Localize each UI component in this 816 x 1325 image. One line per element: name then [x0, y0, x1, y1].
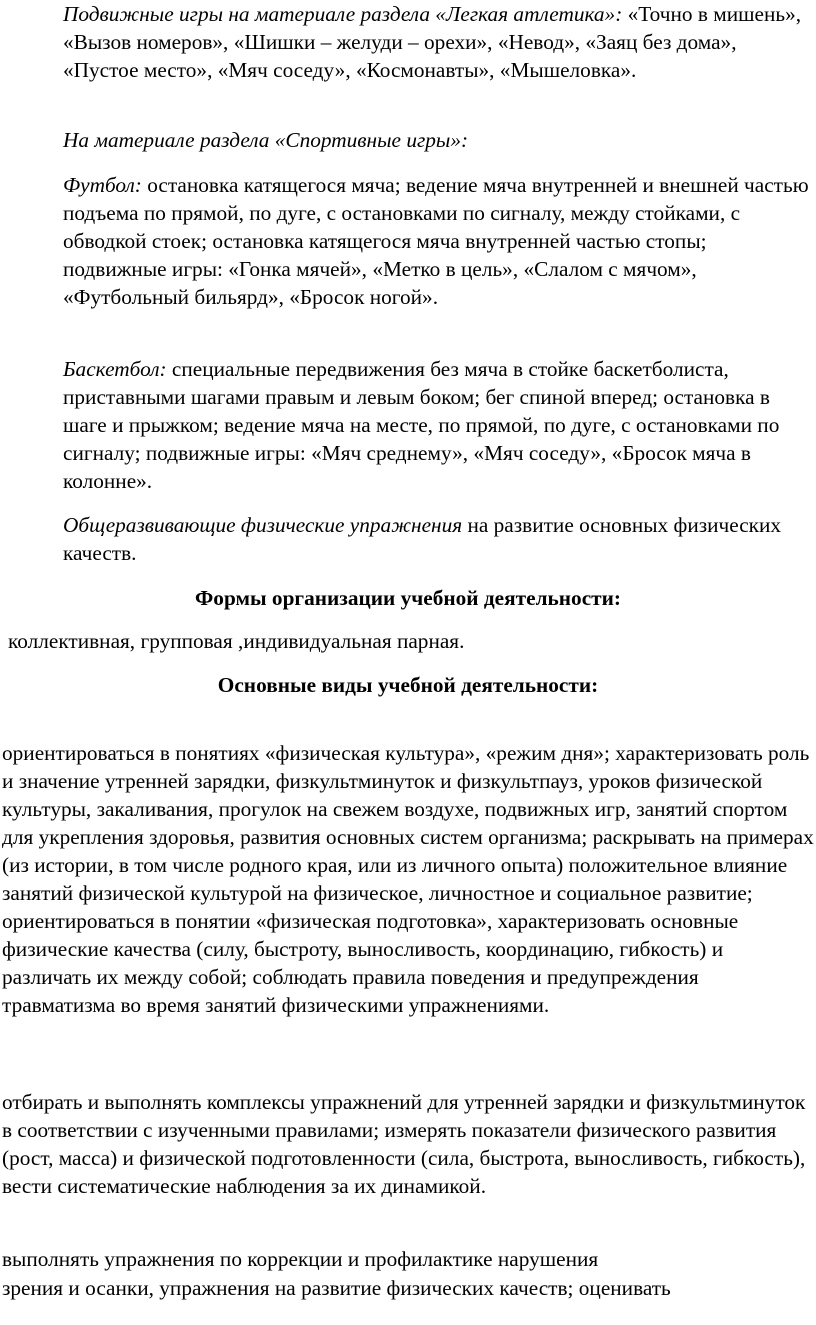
paragraph-lead: Футбол:	[63, 173, 142, 197]
paragraph-lead: Подвижные игры на материале раздела «Легкая атлетика»:	[63, 2, 623, 26]
paragraph-lead: Общеразвивающие физические упражнения	[63, 513, 463, 537]
heading-activities: Основные виды учебной деятельности:	[217, 673, 599, 697]
paragraph-lead: Баскетбол:	[63, 357, 167, 381]
paragraph-basketball	[63, 355, 815, 495]
paragraph-sport-games-intro	[63, 126, 815, 154]
heading-forms: Формы организации учебной деятельности:	[195, 586, 621, 610]
paragraph-general-exercises	[63, 511, 815, 567]
paragraph-football	[63, 171, 815, 311]
paragraph-activity-2: отбирать и выполнять комплексы упражнений для утренней зарядки и физкультминуток в соответствии с изученными правилами; измерять показатели физического развития (рост, масса) и физической подготовленности (сила, быстрота, выносливость, гибкость), вести систематические наблюдения за их динамикой.	[2, 1090, 806, 1198]
paragraph-forms: коллективная, групповая ,индивидуальная парная.	[8, 629, 465, 653]
paragraph-text: на развитие основных физических качеств.	[63, 513, 782, 565]
paragraph-activity-3	[2, 1245, 814, 1303]
paragraph-activity-1: ориентироваться в понятиях «физическая культура», «режим дня»; характеризовать роль и значение утренней зарядки, физкультминуток и физкультпауз, уроков физической культуры, закаливания, прогулок на свежем воздухе, подвижных игр, занятий спортом для укрепления здоровья, развития основных систем организма; раскрывать на примерах (из истории, в том числе родного края, или из личного опыта) положительное влияние занятий физической культурой на физическое, личностное и социальное развитие; ориентироваться в понятии «физическая подготовка», характеризовать основные физические качества (силу, быстроту, выносливость, координацию, гибкость) и различать их между собой; соблюдать правила поведения и предупреждения травматизма во время занятий физическими упражнениями.	[2, 741, 814, 1017]
line-2: зрения и осанки, упражнения на развитие физических качеств; оценивать	[2, 1276, 671, 1300]
line-1: выполнять упражнения по коррекции и профилактике нарушения	[2, 1247, 599, 1271]
paragraph-text: специальные передвижения без мяча в стойке баскетболиста, приставными шагами правым и левым боком; бег спиной вперед; остановка в шаге и прыжком; ведение мяча на месте, по прямой, по дуге, с остановками по сигналу; подвижные игры: «Мяч среднему», «Мяч соседу», «Бросок мяча в колонне».	[63, 357, 780, 493]
paragraph-text: «Точно в мишень», «Вызов номеров», «Шишки – желуди – орехи», «Невод», «Заяц без дома», «Пустое место», «Мяч соседу», «Космонавты», «Мышеловка».	[63, 2, 802, 82]
paragraph-lead: На материале раздела «Спортивные игры»:	[63, 128, 469, 152]
paragraph-athletics-games	[63, 0, 815, 84]
paragraph-text: остановка катящегося мяча; ведение мяча внутренней и внешней частью подъема по прямой, по дуге, с остановками по сигналу, между стойками, с обводкой стоек; остановка катящегося мяча внутренней частью стопы; подвижные игры: «Гонка мячей», «Метко в цель», «Слалом с мячом», «Футбольный бильярд», «Бросок ногой».	[63, 173, 809, 309]
